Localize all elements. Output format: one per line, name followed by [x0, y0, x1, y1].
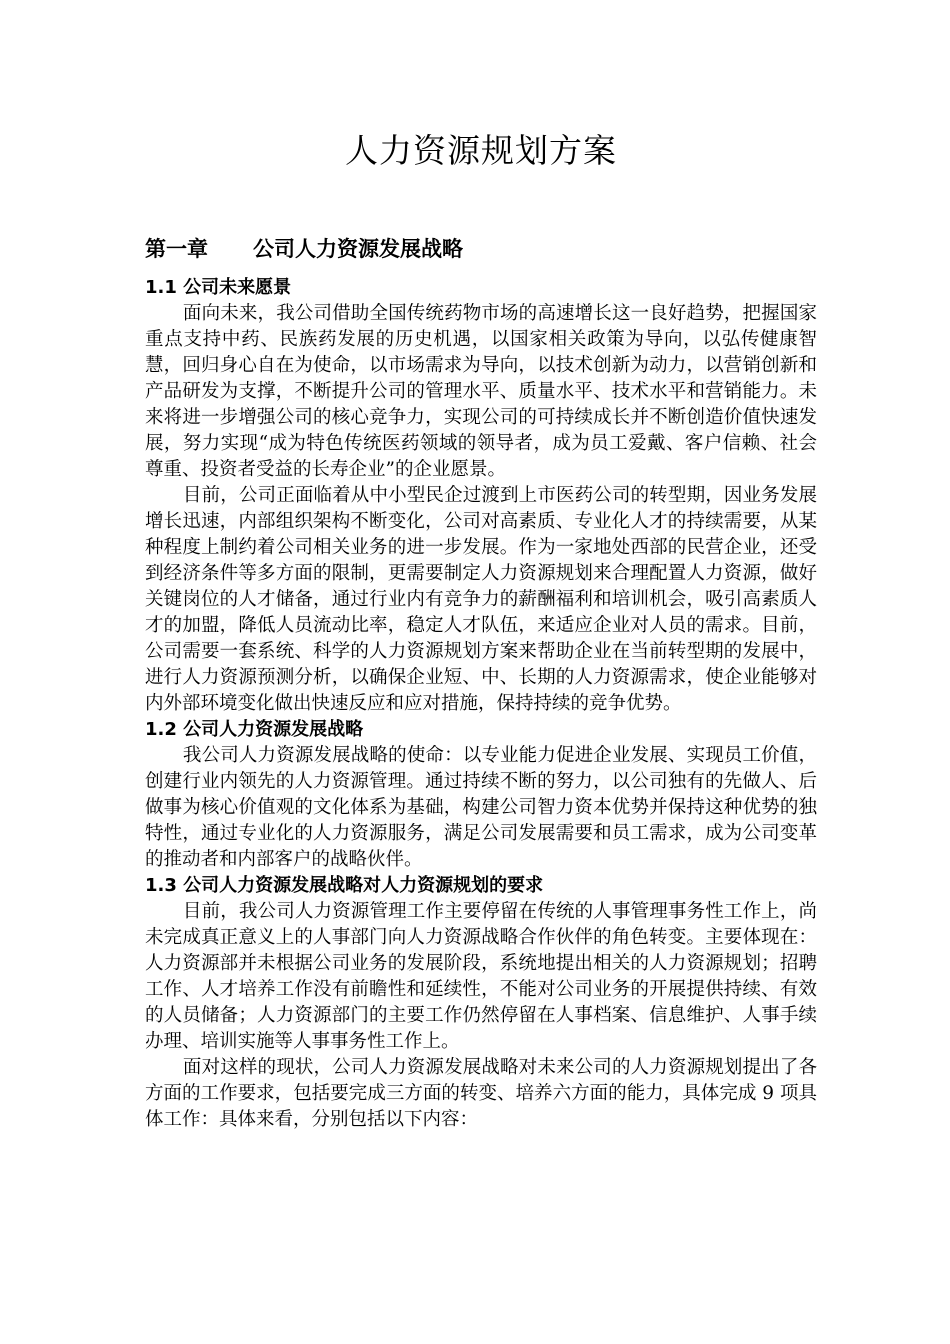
section-heading-1-3: 1.3 公司人力资源发展战略对人力资源规划的要求: [145, 875, 544, 896]
paragraph-requirements: 面对这样的现状，公司人力资源发展战略对未来公司的人力资源规划提出了各方面的工作要求，包括要完成三方面的转变、培养六方面的能力，具体完成 9 项具体工作：具体来看，分别包括以下内容：: [145, 1057, 817, 1130]
section-heading-1-2: 1.2 公司人力资源发展战略: [145, 719, 364, 740]
chapter-title: 公司人力资源发展战略: [253, 237, 463, 261]
section-heading-1-1: 1.1 公司未来愿景: [145, 277, 292, 298]
paragraph-hr-status: 目前，我公司人力资源管理工作主要停留在传统的人事管理事务性工作上，尚未完成真正意义上的人事部门向人力资源战略合作伙伴的角色转变。主要体现在：人力资源部并未根据公司业务的发展阶段，系统地提出相关的人力资源规划；招聘工作、人才培养工作没有前瞻性和延续性，不能对公司业务的开展提供持续、有效的人员储备；人力资源部门的主要工作仍然停留在人事档案、信息维护、人事手续办理、培训实施等人事事务性工作上。: [145, 901, 817, 1052]
document-body: [145, 231, 817, 1133]
chapter-number: 第一章: [145, 237, 208, 261]
paragraph-current-status: 目前，公司正面临着从中小型民企过渡到上市医药公司的转型期，因业务发展增长迅速，内部组织架构不断变化，公司对高素质、专业化人才的持续需要，从某种程度上制约着公司相关业务的进一步发展。作为一家地处西部的民营企业，还受到经济条件等多方面的限制，更需要制定人力资源规划来合理配置人力资源，做好关键岗位的人才储备，通过行业内有竞争力的薪酬福利和培训机会，吸引高素质人才的加盟，降低人员流动比率，稳定人才队伍，来适应企业对人员的需求。目前，公司需要一套系统、科学的人力资源规划方案来帮助企业在当前转型期的发展中，进行人力资源预测分析，以确保企业短、中、长期的人力资源需求，使企业能够对内外部环境变化做出快速反应和应对措施，保持持续的竞争优势。: [145, 485, 817, 714]
document-title: 人力资源规划方案: [345, 131, 617, 170]
paragraph-hr-strategy: 我公司人力资源发展战略的使命：以专业能力促进企业发展、实现员工价值，创建行业内领先的人力资源管理。通过持续不断的努力，以公司独有的先做人、后做事为核心价值观的文化体系为基础，构建公司智力资本优势并保持这种优势的独特性，通过专业化的人力资源服务，满足公司发展需要和员工需求，成为公司变革的推动者和内部客户的战略伙伴。: [145, 745, 817, 870]
paragraph-vision: 面向未来，我公司借助全国传统药物市场的高速增长这一良好趋势，把握国家重点支持中药、民族药发展的历史机遇，以国家相关政策为导向，以弘传健康智慧，回归身心自在为使命，以市场需求为导向，以技术创新为动力，以营销创新和产品研发为支撑，不断提升公司的管理水平、质量水平、技术水平和营销能力。未来将进一步增强公司的核心竞争力，实现公司的可持续成长并不断创造价值快速发展，努力实现“成为特色传统医药领域的领导者，成为员工爱戴、客户信赖、社会尊重、投资者受益的长寿企业”的企业愿景。: [145, 303, 817, 480]
chapter-heading: [145, 231, 817, 267]
